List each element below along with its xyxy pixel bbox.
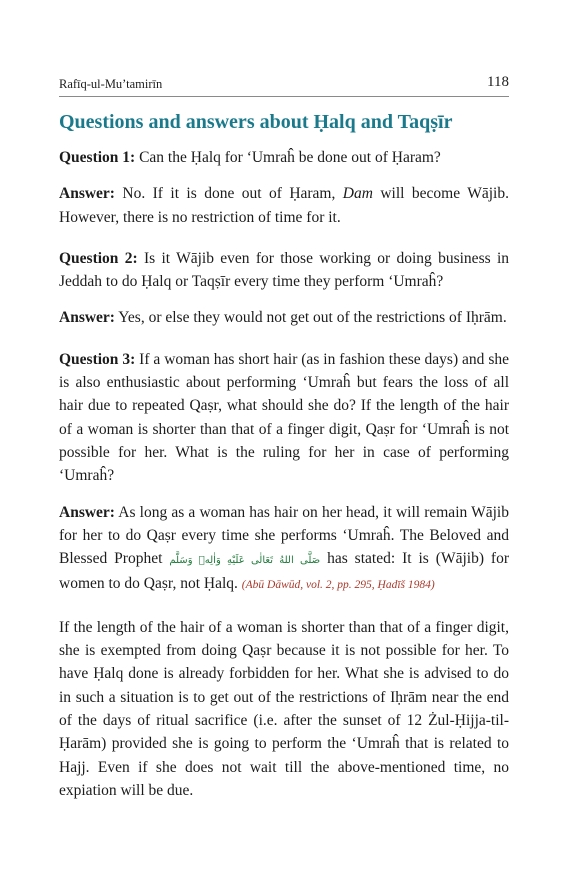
question-label: Question 3: (59, 350, 136, 368)
answer-text: As long as a woman has hair on her head, it will remain Wājib for her to do Qaṣr every time she performs ‘Umraĥ. The Beloved and Blessed Prophet (59, 503, 509, 568)
question-text: Is it Wājib even for those working or doing business in Jeddah to do Ḥalq or Taqṣīr every time they perform ‘Umraĥ? (59, 249, 509, 291)
answer-text: will become Wājib. However, there is no restriction of time for it. (59, 185, 509, 226)
answer-3 (59, 501, 509, 598)
answer-label: Answer: (59, 185, 115, 203)
header-rule (59, 96, 509, 97)
answer-label: Answer: (59, 503, 115, 521)
running-head: Rafīq-ul-Mu’tamirīn (59, 77, 163, 91)
question-text: Can the Ḥalq for ‘Umraĥ be done out of Ḥaram? (135, 149, 441, 166)
question-label: Question 1: (59, 149, 136, 166)
answer-italic-term: Dam (342, 185, 373, 203)
question-text: If a woman has short hair (as in fashion these days) and she is also enthusiastic about performing ‘Umraĥ but fears the loss of all hair due to repeated Qaṣr, what should she do? If the length of the hair of a woman is shorter than that of a finger digit, Qaṣr for ‘Umraĥ is not possible for her. What is the ruling for her in case of performing ‘Umraĥ? (59, 350, 509, 485)
answer-text: No. If it is done out of Ḥaram, (114, 185, 343, 203)
answer-2 (59, 306, 509, 329)
body-paragraph: If the length of the hair of a woman is shorter than that of a finger digit, she is exempted from doing Qaṣr because it is not possible for her. To have Ḥalq done is already forbidden for her. What she is advised to do in such a situation is to get out of the restrictions of Iḥrām near the end of the days of ritual sacrifice (i.e. after the sunset of 12 Żul-Ḥijja-til-Ḥarām) provided she is going to perform the ‘Umraĥ that is related to Hajj. Even if she does not wait till the above-mentioned time, no expiation will be due. (59, 618, 509, 799)
salutation-text: صَلَّى اللهُ تَعَالٰی عَلَيْهِ وَاٰلِهٖ وَسَلَّم (169, 555, 321, 567)
answer-1 (59, 182, 509, 229)
page-body (59, 146, 509, 820)
section-title: Questions and answers about Ḥalq and Taqṣīr (59, 111, 453, 133)
question-3 (59, 348, 509, 488)
question-2 (59, 247, 509, 294)
answer-label: Answer: (59, 309, 115, 327)
page-header (59, 74, 509, 94)
answer-text: has stated: It is (Wājib) for women to do Qaṣr, not Ḥalq. (59, 550, 510, 593)
question-1 (59, 146, 509, 169)
page-number: 118 (487, 74, 509, 90)
hadith-reference: (Abū Dāwūd, vol. 2, pp. 295, Ḥadīš 1984) (241, 579, 435, 592)
answer-text: Yes, or else they would not get out of the restrictions of Iḥrām. (114, 309, 507, 327)
question-label: Question 2: (59, 249, 138, 267)
